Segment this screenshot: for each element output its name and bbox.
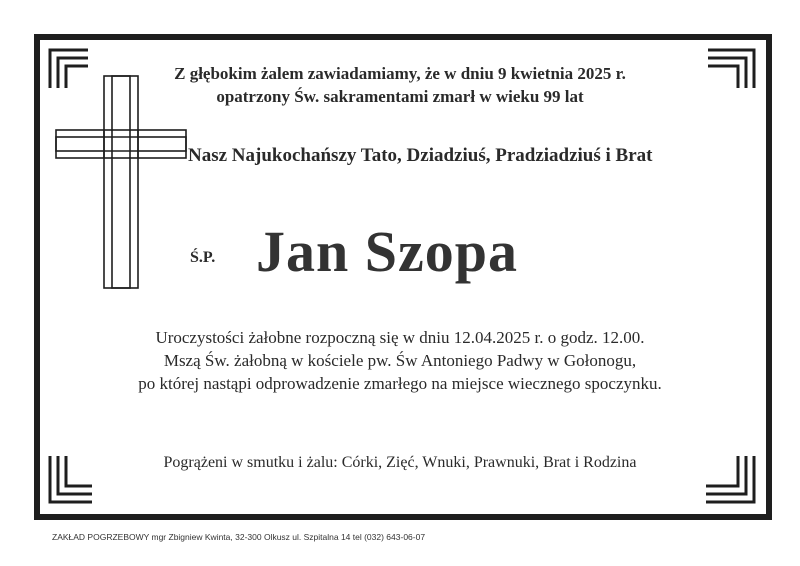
announcement-line-2: opatrzony Św. sakramentami zmarł w wieku 99 lat [216,87,584,106]
announcement-line-1: Z głębokim żalem zawiadamiamy, że w dniu 9 kwietnia 2025 r. [174,64,626,83]
family-relation-subtitle: Nasz Najukochańszy Tato, Dziadziuś, Pradziadziuś i Brat [188,145,653,166]
funeral-details-line-3: po której nastąpi odprowadzenie zmarłego na miejsce wiecznego spoczynku. [138,374,662,393]
funeral-details-line-1: Uroczystości żałobne rozpoczną się w dniu 12.04.2025 r. o godz. 12.00. [155,328,645,347]
deceased-name: Jan Szopa [256,219,519,284]
deceased-prefix: Ś.P. [190,249,216,266]
funeral-home-footer: ZAKŁAD POGRZEBOWY mgr Zbigniew Kwinta, 32-300 Olkusz ul. Szpitalna 14 tel (032) 643-06-07 [52,532,426,542]
funeral-details-line-2: Mszą Św. żałobną w kościele pw. Św Antoniego Padwy w Gołonogu, [163,351,637,370]
mourners-line: Pogrążeni w smutku i żalu: Córki, Zięć, Wnuki, Prawnuki, Brat i Rodzina [163,454,637,471]
